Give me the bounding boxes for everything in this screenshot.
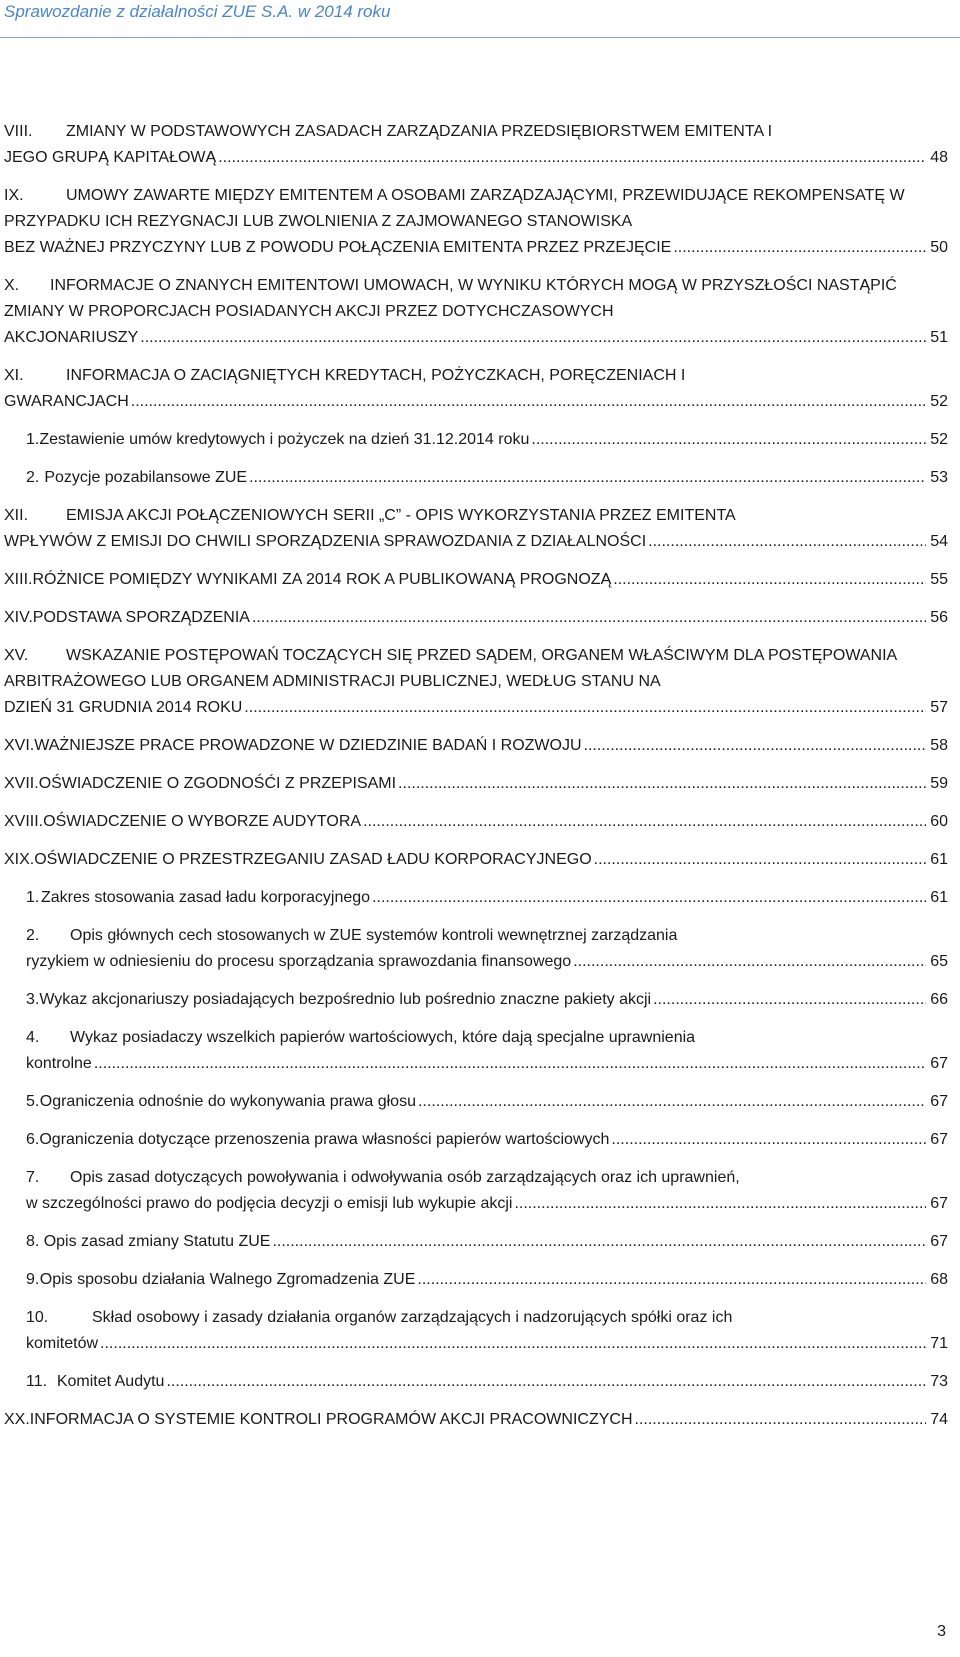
toc-entry[interactable] [4, 847, 948, 873]
toc-page-number: 67 [930, 1093, 948, 1110]
toc-text: Opis zasad zmiany Statutu ZUE [43, 1233, 271, 1250]
toc-text: WAŻNIEJSZE PRACE PROWADZONE W DZIEDZINIE BADAŃ I ROZWOJU [34, 737, 582, 754]
dot-leader [648, 529, 926, 555]
toc-text: Zakres stosowania zasad ładu korporacyjnego [40, 889, 371, 906]
dot-leader [363, 809, 926, 835]
toc-page-number: 53 [930, 469, 948, 486]
dot-leader [611, 1127, 926, 1153]
toc-number: X. [4, 277, 20, 294]
toc-page-number: 55 [930, 571, 948, 588]
toc-entry[interactable] [4, 273, 948, 351]
toc-text: OŚWIADCZENIE O ZGODNOŚĆI Z PRZEPISAMI [38, 775, 397, 792]
dot-leader [100, 1331, 926, 1357]
toc-number: 4. [26, 1029, 40, 1046]
toc-entry[interactable] [4, 119, 948, 171]
dot-leader [635, 1407, 927, 1433]
page-number: 3 [937, 1623, 946, 1640]
toc-text: w szczególności prawo do podjęcia decyzji o emisji lub wykupie akcji [26, 1195, 513, 1212]
toc-entry[interactable] [4, 923, 948, 975]
toc-page-number: 57 [930, 699, 948, 716]
toc-entry[interactable] [4, 733, 948, 759]
toc-entry[interactable] [4, 987, 948, 1013]
toc-number: 5. [26, 1093, 40, 1110]
toc-number: XVIII. [4, 813, 44, 830]
toc-page-number: 58 [930, 737, 948, 754]
toc-page-number: 67 [930, 1131, 948, 1148]
dot-leader [372, 885, 926, 911]
document-header: Sprawozdanie z działalności ZUE S.A. w 2014 roku [4, 2, 391, 21]
toc-page-number: 65 [930, 953, 948, 970]
toc-number: XV. [4, 647, 29, 664]
dot-leader [252, 605, 926, 631]
toc-text: kontrolne [26, 1055, 92, 1072]
toc-number: 3. [26, 991, 40, 1008]
toc-entry[interactable] [4, 363, 948, 415]
toc-text: Skład osobowy i zasady działania organów zarządzających i nadzorujących spółki oraz ich [92, 1309, 733, 1326]
toc-entry[interactable] [4, 605, 948, 631]
dot-leader [218, 145, 926, 171]
toc-text: Zestawienie umów kredytowych i pożyczek na dzień 31.12.2014 roku [39, 431, 530, 448]
dot-leader [584, 733, 927, 759]
toc-text: Pozycje pozabilansowe ZUE [44, 469, 248, 486]
toc-number: XX. [4, 1411, 30, 1428]
toc-text: EMISJA AKCJI POŁĄCZENIOWYCH SERII „C” - OPIS WYKORZYSTANIA PRZEZ EMITENTA [66, 507, 736, 524]
toc-page-number: 54 [930, 533, 948, 550]
toc-page-number: 73 [930, 1373, 948, 1390]
dot-leader [94, 1051, 926, 1077]
dot-leader [398, 771, 926, 797]
dot-leader [673, 235, 926, 261]
toc-text: Ograniczenia dotyczące przenoszenia prawa własności papierów wartościowych [39, 1131, 610, 1148]
toc-page-number: 61 [930, 851, 948, 868]
toc-text: ryzykiem w odniesieniu do procesu sporządzania sprawozdania finansowego [26, 953, 572, 970]
dot-leader [514, 1191, 926, 1217]
toc-page-number: 61 [930, 889, 948, 906]
toc-entry[interactable] [4, 1305, 948, 1357]
toc-number: 2. [26, 469, 40, 486]
dot-leader [594, 847, 927, 873]
toc-text: Opis sposobu działania Walnego Zgromadzenia ZUE [39, 1271, 416, 1288]
dot-leader [272, 1229, 926, 1255]
toc-text: RÓŻNICE POMIĘDZY WYNIKAMI ZA 2014 ROK A PUBLIKOWANĄ PROGNOZĄ [32, 571, 612, 588]
toc-page-number: 67 [930, 1233, 948, 1250]
toc-text: PODSTAWA SPORZĄDZENIA [32, 609, 250, 626]
toc-number: IX. [4, 187, 24, 204]
toc-entry[interactable] [4, 1267, 948, 1293]
toc-text: Wykaz posiadaczy wszelkich papierów wartościowych, które dają specjalne uprawnienia [70, 1029, 696, 1046]
toc-text: WPŁYWÓW Z EMISJI DO CHWILI SPORZĄDZENIA SPRAWOZDANIA Z DZIAŁALNOŚCI [4, 533, 647, 550]
toc-text: Opis głównych cech stosowanych w ZUE systemów kontroli wewnętrznej zarządzania [70, 927, 678, 944]
toc-page-number: 67 [930, 1195, 948, 1212]
toc-number: XIV. [4, 609, 33, 626]
toc-page-number: 66 [930, 991, 948, 1008]
toc-entry[interactable] [4, 567, 948, 593]
toc-text: DZIEŃ 31 GRUDNIA 2014 ROKU [4, 699, 243, 716]
toc-page-number: 68 [930, 1271, 948, 1288]
toc-page-number: 52 [930, 393, 948, 410]
toc-entry[interactable] [4, 1165, 948, 1217]
toc-text: WSKAZANIE POSTĘPOWAŃ TOCZĄCYCH SIĘ PRZED SĄDEM, ORGANEM WŁAŚCIWYM DLA POSTĘPOWANIA ARBITRAŻOWEGO LUB ORGANEM ADMINISTRACJI PUBLICZNEJ, WEDŁUG STANU NA [4, 647, 897, 690]
toc-number: XII. [4, 507, 29, 524]
toc-number: 1. [26, 431, 40, 448]
dot-leader [418, 1089, 926, 1115]
toc-page-number: 51 [930, 329, 948, 346]
toc-page-number: 48 [930, 149, 948, 166]
toc-page-number: 52 [930, 431, 948, 448]
toc-number: 10. [26, 1309, 49, 1326]
toc-text: JEGO GRUPĄ KAPITAŁOWĄ [4, 149, 217, 166]
toc-text: INFORMACJA O ZACIĄGNIĘTYCH KREDYTACH, POŻYCZKACH, PORĘCZENIACH I [66, 367, 686, 384]
toc-text: komitetów [26, 1335, 99, 1352]
toc-text: GWARANCJACH [4, 393, 129, 410]
toc-text: OŚWIADCZENIE O WYBORZE AUDYTORA [43, 813, 362, 830]
toc-number: 6. [26, 1131, 40, 1148]
toc-number: 7. [26, 1169, 40, 1186]
dot-leader [249, 465, 926, 491]
toc-text: AKCJONARIUSZY [4, 329, 139, 346]
toc-text: Komitet Audytu [56, 1373, 165, 1390]
toc-number: VIII. [4, 123, 33, 140]
toc-text: BEZ WAŻNEJ PRZYCZYNY LUB Z POWODU POŁĄCZENIA EMITENTA PRZEZ PRZEJĘCIE [4, 239, 672, 256]
toc-number: XIX. [4, 851, 35, 868]
dot-leader [244, 695, 926, 721]
toc-page-number: 74 [930, 1411, 948, 1428]
toc-page-number: 59 [930, 775, 948, 792]
toc-number: 8. [26, 1233, 40, 1250]
toc-number: 9. [26, 1271, 40, 1288]
dot-leader [653, 987, 926, 1013]
table-of-contents [4, 119, 948, 1445]
toc-page-number: 67 [930, 1055, 948, 1072]
dot-leader [166, 1369, 926, 1395]
toc-text: Wykaz akcjonariuszy posiadających bezpośrednio lub pośrednio znaczne pakiety akcji [39, 991, 652, 1008]
dot-leader [613, 567, 926, 593]
header-divider [0, 37, 960, 38]
toc-entry[interactable] [4, 1025, 948, 1077]
dot-leader [573, 949, 926, 975]
dot-leader [140, 325, 926, 351]
toc-text: INFORMACJE O ZNANYCH EMITENTOWI UMOWACH, W WYNIKU KTÓRYCH MOGĄ W PRZYSZŁOŚCI NASTĄPIĆ ZMIANY W PROPORCJACH POSIADANYCH AKCJI PRZEZ DOTYCHCZASOWYCH [4, 277, 897, 320]
toc-text: ZMIANY W PODSTAWOWYCH ZASADACH ZARZĄDZANIA PRZEDSIĘBIORSTWEM EMITENTA I [66, 123, 773, 140]
toc-entry[interactable] [4, 885, 948, 911]
toc-entry[interactable] [4, 503, 948, 555]
dot-leader [531, 427, 926, 453]
toc-page-number: 56 [930, 609, 948, 626]
toc-entry[interactable] [4, 1369, 948, 1395]
toc-number: 2. [26, 927, 40, 944]
toc-text: Opis zasad dotyczących powoływania i odwoływania osób zarządzających oraz ich uprawnień, [70, 1169, 740, 1186]
toc-entry[interactable] [4, 1407, 948, 1433]
toc-number: XI. [4, 367, 24, 384]
toc-number: 1. [26, 889, 40, 906]
toc-text: INFORMACJA O SYSTEMIE KONTROLI PROGRAMÓW AKCJI PRACOWNICZYCH [29, 1411, 633, 1428]
toc-page-number: 60 [930, 813, 948, 830]
toc-text: OŚWIADCZENIE O PRZESTRZEGANIU ZASAD ŁADU KORPORACYJNEGO [34, 851, 592, 868]
toc-entry[interactable] [4, 643, 948, 721]
toc-entry[interactable] [4, 1089, 948, 1115]
toc-page-number: 50 [930, 239, 948, 256]
toc-entry[interactable] [4, 183, 948, 261]
toc-entry[interactable] [4, 427, 948, 453]
toc-number: XIII. [4, 571, 33, 588]
dot-leader [131, 389, 926, 415]
toc-entry[interactable] [4, 465, 948, 491]
toc-entry[interactable] [4, 1229, 948, 1255]
toc-entry[interactable] [4, 1127, 948, 1153]
toc-number: XVI. [4, 737, 35, 754]
toc-text: Ograniczenia odnośnie do wykonywania prawa głosu [39, 1093, 416, 1110]
toc-entry[interactable] [4, 771, 948, 797]
toc-page-number: 71 [930, 1335, 948, 1352]
toc-number: 11. [26, 1373, 48, 1390]
toc-text: UMOWY ZAWARTE MIĘDZY EMITENTEM A OSOBAMI ZARZĄDZAJĄCYMI, PRZEWIDUJĄCE REKOMPENSATĘ W PRZYPADKU ICH REZYGNACJI LUB ZWOLNIENIA Z ZAJMOWANEGO STANOWISKA [4, 187, 905, 230]
toc-number: XVII. [4, 775, 39, 792]
toc-entry[interactable] [4, 809, 948, 835]
dot-leader [417, 1267, 926, 1293]
